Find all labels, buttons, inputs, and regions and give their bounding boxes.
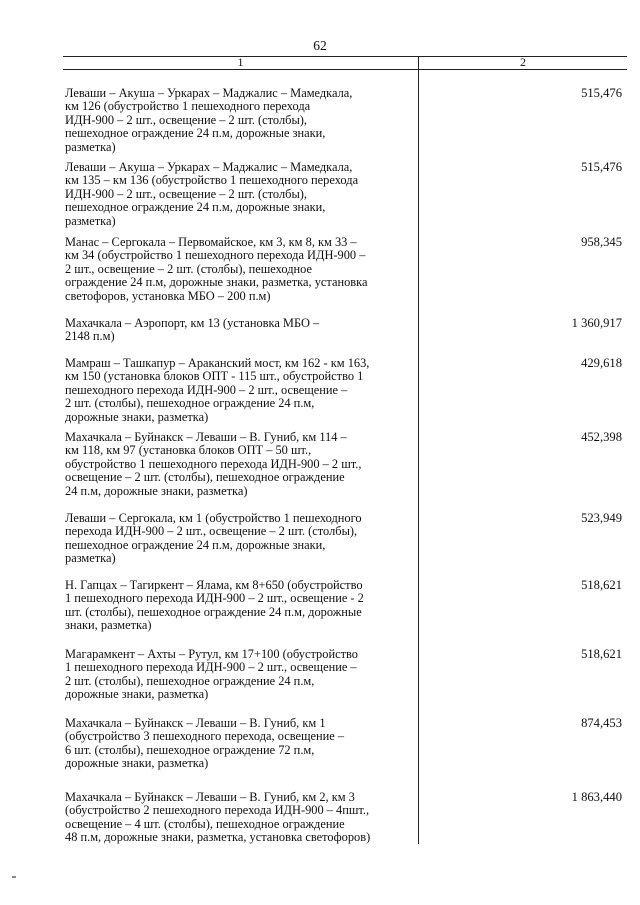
row-description xyxy=(65,236,415,303)
description-line: освещение – 4 шт. (столбы), пешеходное ограждение xyxy=(65,816,345,831)
column-header-2: 2 xyxy=(520,55,526,69)
description-line: Н. Гапцах – Тагиркент – Ялама, км 8+650 (обустройство xyxy=(65,578,363,592)
description-line: 2148 п.м) xyxy=(65,329,115,344)
description-line: ИДН-900 – 2 шт., освещение – 2 шт. (столбы), xyxy=(65,112,307,127)
description-line: Магарамкент – Ахты – Рутул, км 17+100 (обустройство xyxy=(65,647,358,661)
description-line: шт. (столбы), пешеходное ограждение 24 п.м, дорожные xyxy=(65,604,362,619)
description-line: Леваши – Сергокала, км 1 (обустройство 1 пешеходного xyxy=(65,511,362,525)
description-line: разметка) xyxy=(65,213,116,228)
table-header-border xyxy=(63,69,627,70)
row-description xyxy=(65,648,415,702)
description-line: км 135 – км 136 (обустройство 1 пешеходного перехода xyxy=(65,173,359,188)
description-line: (обустройство 2 пешеходного перехода ИДН-900 – 4пшт., xyxy=(65,803,370,818)
row-description xyxy=(65,431,415,498)
description-line: 2 шт., освещение – 2 шт. (столбы), пешеходное xyxy=(65,261,312,276)
row-value: 523,949 xyxy=(581,511,622,525)
row-value: 452,398 xyxy=(581,430,622,444)
row-description xyxy=(65,717,415,771)
row-description xyxy=(65,512,415,566)
description-line: дорожные знаки, разметка) xyxy=(65,409,209,424)
row-description xyxy=(65,87,415,154)
description-line: обустройство 1 пешеходного перехода ИДН-900 – 2 шт., xyxy=(65,456,362,471)
road-works-table xyxy=(63,56,627,844)
description-line: разметка) xyxy=(65,551,116,566)
row-description xyxy=(65,579,415,633)
description-line: 6 шт. (столбы), пешеходное ограждение 72 п.м, xyxy=(65,742,315,757)
description-line: светофоров, установка МБО – 200 п.м) xyxy=(65,288,271,303)
description-line: дорожные знаки, разметка) xyxy=(65,756,209,771)
row-description xyxy=(65,791,415,845)
row-description xyxy=(65,317,415,344)
row-value: 515,476 xyxy=(581,160,622,174)
row-value: 1 863,440 xyxy=(571,790,622,804)
description-line: км 118, км 97 (установка блоков ОПТ – 50 шт., xyxy=(65,443,312,458)
row-value: 1 360,917 xyxy=(571,316,622,330)
description-line: 48 п.м, дорожные знаки, разметка, установка светофоров) xyxy=(65,830,371,845)
row-value: 518,621 xyxy=(581,578,622,592)
description-line: км 34 (обустройство 1 пешеходного перехода ИДН-900 – xyxy=(65,248,366,263)
page-number: 62 xyxy=(313,38,327,53)
description-line: Манас – Сергокала – Первомайское, км 3, км 8, км 33 – xyxy=(65,235,357,249)
description-line: пешеходного перехода ИДН-900 – 2 шт., освещение – xyxy=(65,382,348,397)
description-line: 24 п.м, дорожные знаки, разметка) xyxy=(65,483,248,498)
description-line: (обустройство 3 пешеходного перехода, освещение – xyxy=(65,729,345,744)
description-line: Махачкала – Аэропорт, км 13 (установка МБО – xyxy=(65,316,320,330)
description-line: Леваши – Акуша – Уркарах – Маджалис – Мамедкала, xyxy=(65,86,353,100)
description-line: пешеходное ограждение 24 п.м, дорожные знаки, xyxy=(65,126,326,141)
description-line: знаки, разметка) xyxy=(65,618,152,633)
description-line: Махачкала – Буйнакск – Леваши – В. Гуниб, км 1 xyxy=(65,716,326,730)
description-line: 2 шт. (столбы), пешеходное ограждение 24 п.м, xyxy=(65,396,315,411)
scan-mark xyxy=(12,876,16,878)
row-value: 515,476 xyxy=(581,86,622,100)
row-description xyxy=(65,161,415,228)
description-line: перехода ИДН-900 – 2 шт., освещение – 2 шт. (столбы), xyxy=(65,524,358,539)
row-description xyxy=(65,357,415,424)
row-value: 874,453 xyxy=(581,716,622,730)
description-line: км 150 (установка блоков ОПТ - 115 шт., обустройство 1 xyxy=(65,369,364,384)
description-line: Махачкала – Буйнакск – Леваши – В. Гуниб, км 2, км 3 xyxy=(65,790,355,804)
column-header-1: 1 xyxy=(237,55,244,69)
description-line: пешеходное ограждение 24 п.м, дорожные знаки, xyxy=(65,537,326,552)
description-line: разметка) xyxy=(65,139,116,154)
description-line: ИДН-900 – 2 шт., освещение – 2 шт. (столбы), xyxy=(65,186,307,201)
row-value: 429,618 xyxy=(581,356,622,370)
description-line: 1 пешеходного перехода ИДН-900 – 2 шт., освещение - 2 xyxy=(65,591,364,606)
description-line: км 126 (обустройство 1 пешеходного перехода xyxy=(65,99,311,114)
description-line: ограждение 24 п.м, дорожные знаки, разметка, установка xyxy=(65,275,368,290)
description-line: Мамраш – Ташкапур – Араканский мост, км 162 - км 163, xyxy=(65,356,370,370)
description-line: 1 пешеходного перехода ИДН-900 – 2 шт., освещение – xyxy=(65,660,357,675)
description-line: Махачкала – Буйнакск – Леваши – В. Гуниб, км 114 – xyxy=(65,430,347,444)
row-value: 958,345 xyxy=(581,235,622,249)
description-line: Леваши – Акуша – Уркарах – Маджалис – Мамедкала, xyxy=(65,160,353,174)
row-value: 518,621 xyxy=(581,647,622,661)
description-line: 2 шт. (столбы), пешеходное ограждение 24 п.м, xyxy=(65,673,315,688)
description-line: пешеходное ограждение 24 п.м, дорожные знаки, xyxy=(65,200,326,215)
description-line: освещение – 2 шт. (столбы), пешеходное ограждение xyxy=(65,470,345,485)
description-line: дорожные знаки, разметка) xyxy=(65,687,209,702)
